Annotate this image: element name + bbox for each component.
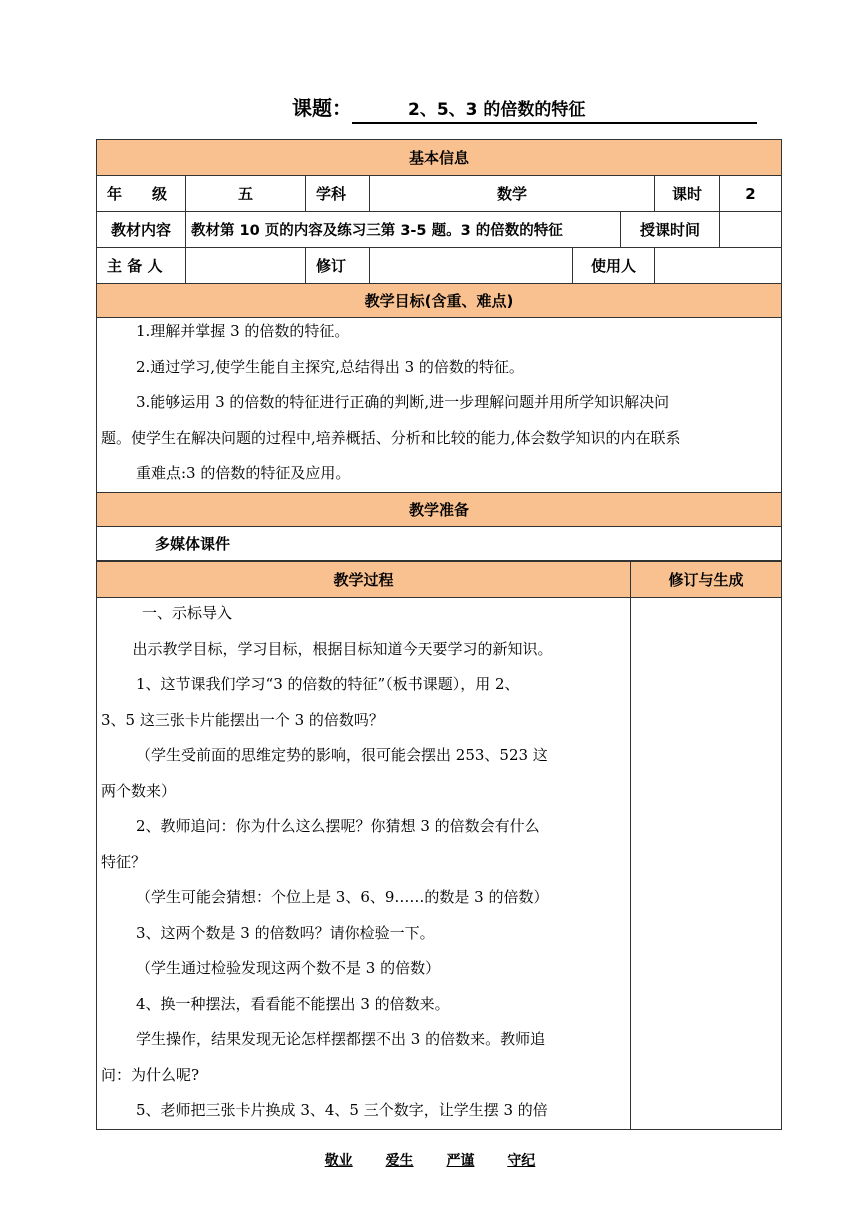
key-points: 重难点:3 的倍数的特征及应用。 (136, 464, 351, 482)
process-line: 学生操作，结果发现无论怎样摆都摆不出 3 的倍数来。教师追 (136, 1030, 546, 1048)
process-line: 出示教学目标，学习目标，根据目标知道今天要学习的新知识。 (132, 639, 553, 658)
title-label: 课题： (292, 96, 352, 120)
process-line: 1、这节课我们学习“3 的倍数的特征”（板书课题），用 2、 (136, 675, 520, 693)
content-label: 教材内容 (97, 212, 186, 248)
subject-label: 学科 (306, 176, 370, 212)
objectives-header: 教学目标(含重、难点) (97, 284, 782, 318)
objective-1: 1.理解并掌握 3 的倍数的特征。 (136, 322, 350, 340)
lesson-topic: 2、5、3 的倍数的特征 (352, 98, 757, 124)
preparer-label: 主 备 人 (97, 248, 186, 284)
process-line: 一、示标导入 (142, 604, 233, 622)
process-line: 2、教师追问：你为什么这么摆呢？你猜想 3 的倍数会有什么 (136, 817, 540, 835)
preparation-header: 教学准备 (97, 492, 782, 526)
motto-item: 守纪 (507, 1153, 536, 1169)
process-line: （学生可能会猜想：个位上是 3、6、9……的数是 3 的倍数） (136, 888, 549, 906)
process-line: （学生通过检验发现这两个数不是 3 的倍数） (136, 959, 441, 977)
process-line: 两个数来） (101, 781, 177, 800)
revise-value (370, 248, 573, 284)
preparation-content: 多媒体课件 (97, 526, 782, 560)
process-line: 3、5 这三张卡片能摆出一个 3 的倍数吗？ (101, 710, 384, 729)
process-line: 5、老师把三张卡片换成 3、4、5 三个数字，让学生摆 3 的倍 (136, 1101, 548, 1119)
process-line: 3、这两个数是 3 的倍数吗？请你检验一下。 (136, 923, 435, 942)
user-value (655, 248, 782, 284)
process-line: 特征？ (101, 852, 147, 871)
motto-item: 严谨 (446, 1153, 475, 1169)
period-value: 2 (720, 176, 782, 212)
process-table (96, 561, 782, 1130)
process-line: 4、换一种摆法，看看能不能摆出 3 的倍数来。 (136, 994, 450, 1013)
process-line: （学生受前面的思维定势的影响，很可能会摆出 253、523 这 (136, 746, 548, 764)
grade-label: 年 级 (97, 176, 186, 212)
subject-value: 数学 (370, 176, 655, 212)
revision-content (631, 598, 782, 1130)
objective-3-cont: 题。使学生在解决问题的过程中,培养概括、分析和比较的能力,体会数学知识的内在联系 (101, 428, 681, 447)
lesson-title (292, 92, 757, 124)
motto-item: 爱生 (385, 1153, 414, 1169)
period-label: 课时 (655, 176, 720, 212)
time-value (720, 212, 782, 248)
basic-info-header: 基本信息 (97, 140, 782, 176)
process-header: 教学过程 (97, 562, 631, 598)
user-label: 使用人 (573, 248, 655, 284)
objectives-content (97, 318, 782, 493)
objective-3: 3.能够运用 3 的倍数的特征进行正确的判断,进一步理解问题并用所学知识解决问 (136, 393, 670, 411)
process-line: 问：为什么呢? (101, 1065, 200, 1084)
content-value: 教材第 10 页的内容及练习三第 3-5 题。3 的倍数的特征 (186, 212, 621, 248)
preparer-value (186, 248, 306, 284)
revise-label: 修订 (306, 248, 370, 284)
time-label: 授课时间 (621, 212, 720, 248)
process-content (97, 598, 631, 1130)
objective-2: 2.通过学习,使学生能自主探究,总结得出 3 的倍数的特征。 (136, 357, 524, 376)
basic-info-table (96, 139, 782, 561)
revision-header: 修订与生成 (631, 562, 782, 598)
footer-motto (0, 1150, 860, 1170)
motto-item: 敬业 (324, 1153, 353, 1169)
grade-value: 五 (186, 176, 306, 212)
